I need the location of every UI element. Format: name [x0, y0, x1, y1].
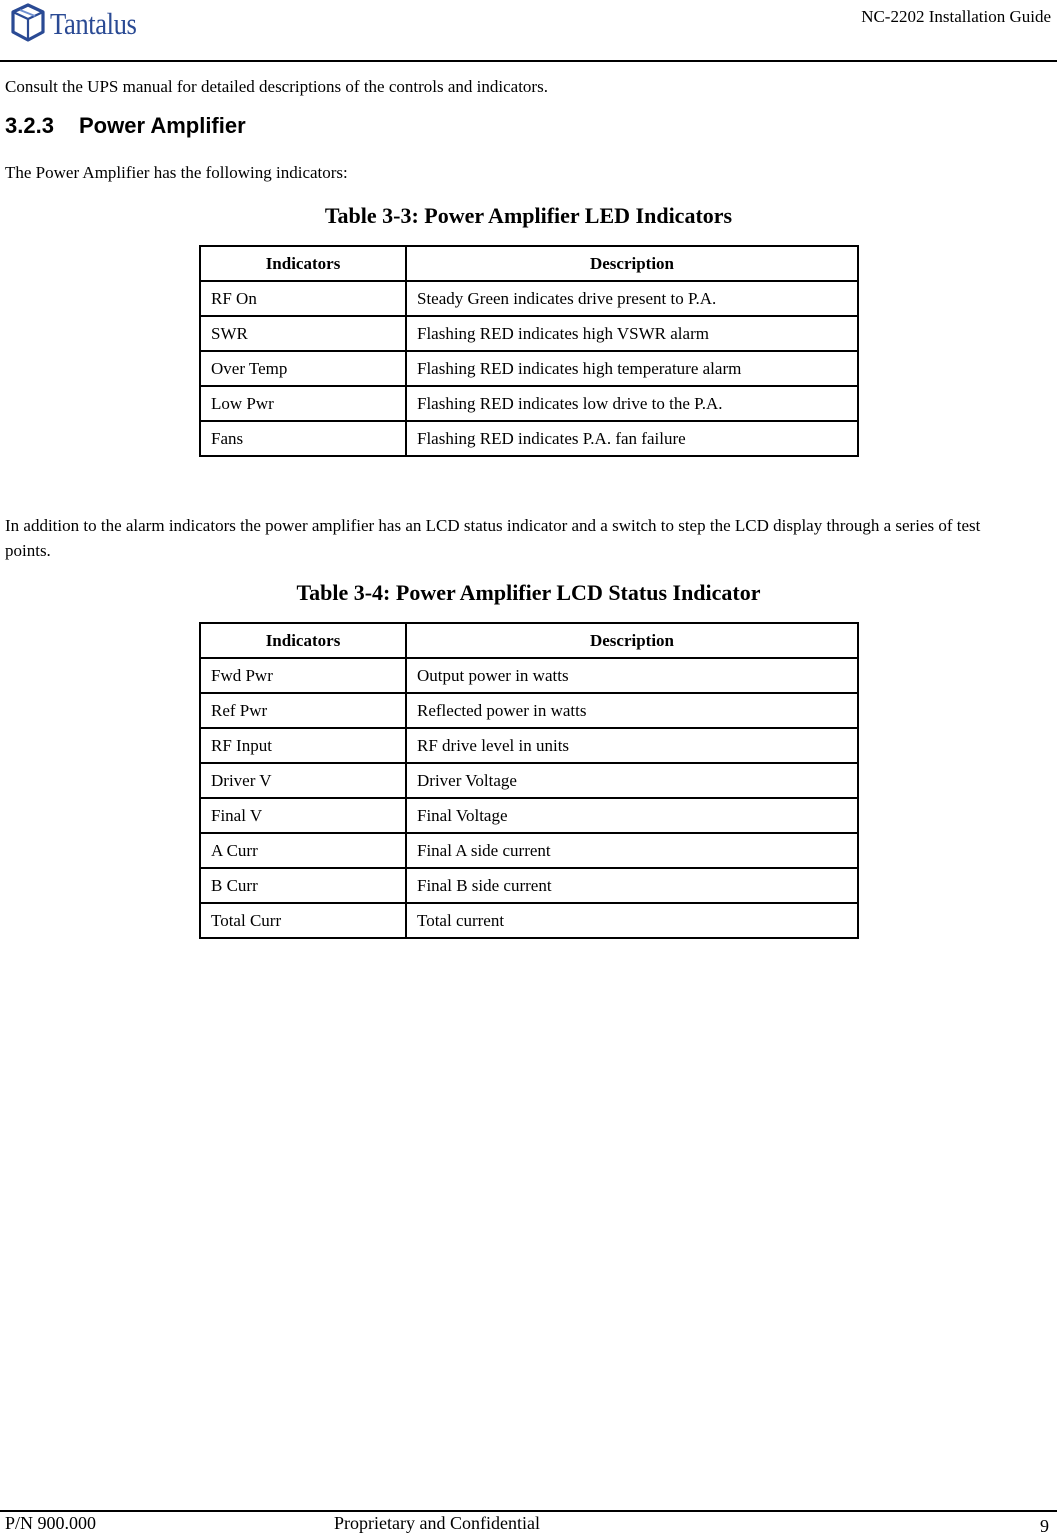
- logo-wordmark: Tantalus: [50, 5, 137, 41]
- description-cell: Output power in watts: [406, 658, 858, 693]
- description-cell: RF drive level in units: [406, 728, 858, 763]
- table-row: [200, 868, 858, 903]
- indicator-cell: Over Temp: [200, 351, 406, 386]
- intro-paragraph: Consult the UPS manual for detailed descriptions of the controls and indicators.: [5, 77, 548, 96]
- description-cell: Total current: [406, 903, 858, 938]
- column-header-description: Description: [406, 246, 858, 281]
- indicator-cell: Total Curr: [200, 903, 406, 938]
- indicator-cell: Fwd Pwr: [200, 658, 406, 693]
- description-cell: Flashing RED indicates high temperature alarm: [406, 351, 858, 386]
- indicator-cell: Final V: [200, 798, 406, 833]
- section-title: Power Amplifier: [79, 113, 246, 138]
- indicator-cell: A Curr: [200, 833, 406, 868]
- table-row: [200, 386, 858, 421]
- description-cell: Final B side current: [406, 868, 858, 903]
- table-row: [200, 833, 858, 868]
- description-cell: Flashing RED indicates low drive to the P.A.: [406, 386, 858, 421]
- confidential-notice: Proprietary and Confidential: [334, 1513, 540, 1533]
- table-row: [200, 316, 858, 351]
- footer-divider: [0, 1510, 1057, 1512]
- description-cell: Reflected power in watts: [406, 693, 858, 728]
- part-number: P/N 900.000: [5, 1513, 97, 1533]
- section-number: 3.2.3: [5, 113, 54, 138]
- column-header-indicators: Indicators: [200, 623, 406, 658]
- column-header-description: Description: [406, 623, 858, 658]
- indicator-cell: Ref Pwr: [200, 693, 406, 728]
- table-header-row: [200, 246, 858, 281]
- description-cell: Driver Voltage: [406, 763, 858, 798]
- description-cell: Steady Green indicates drive present to P.A.: [406, 281, 858, 316]
- tantalus-logo: [8, 2, 151, 44]
- column-header-indicators: Indicators: [200, 246, 406, 281]
- table-row: [200, 658, 858, 693]
- tantalus-cube-icon: [8, 2, 48, 44]
- page-number: 9: [1040, 1516, 1049, 1536]
- indicator-cell: B Curr: [200, 868, 406, 903]
- table-row: [200, 351, 858, 386]
- header-divider: [0, 60, 1057, 62]
- table1-caption: Table 3-3: Power Amplifier LED Indicators: [324, 203, 733, 228]
- section-heading: [5, 113, 246, 139]
- led-indicators-table: [199, 245, 859, 457]
- table-header-row: [200, 623, 858, 658]
- table-row: [200, 903, 858, 938]
- indicator-cell: Low Pwr: [200, 386, 406, 421]
- page-header: [0, 0, 1057, 62]
- description-cell: Flashing RED indicates high VSWR alarm: [406, 316, 858, 351]
- lcd-intro-paragraph: In addition to the alarm indicators the power amplifier has an LCD status indicator and a switch to step the LCD display through a series of test points.: [5, 516, 981, 560]
- indicator-cell: Driver V: [200, 763, 406, 798]
- table-row: [200, 281, 858, 316]
- table-row: [200, 763, 858, 798]
- document-title: NC-2202 Installation Guide: [861, 7, 1051, 26]
- table-row: [200, 798, 858, 833]
- description-cell: Flashing RED indicates P.A. fan failure: [406, 421, 858, 456]
- indicator-cell: RF On: [200, 281, 406, 316]
- description-cell: Final Voltage: [406, 798, 858, 833]
- section-lead-paragraph: The Power Amplifier has the following indicators:: [5, 163, 348, 182]
- table2-caption: Table 3-4: Power Amplifier LCD Status Indicator: [296, 580, 761, 605]
- indicator-cell: Fans: [200, 421, 406, 456]
- lcd-status-table: [199, 622, 859, 939]
- table-row: [200, 728, 858, 763]
- indicator-cell: SWR: [200, 316, 406, 351]
- description-cell: Final A side current: [406, 833, 858, 868]
- indicator-cell: RF Input: [200, 728, 406, 763]
- table-row: [200, 421, 858, 456]
- table-row: [200, 693, 858, 728]
